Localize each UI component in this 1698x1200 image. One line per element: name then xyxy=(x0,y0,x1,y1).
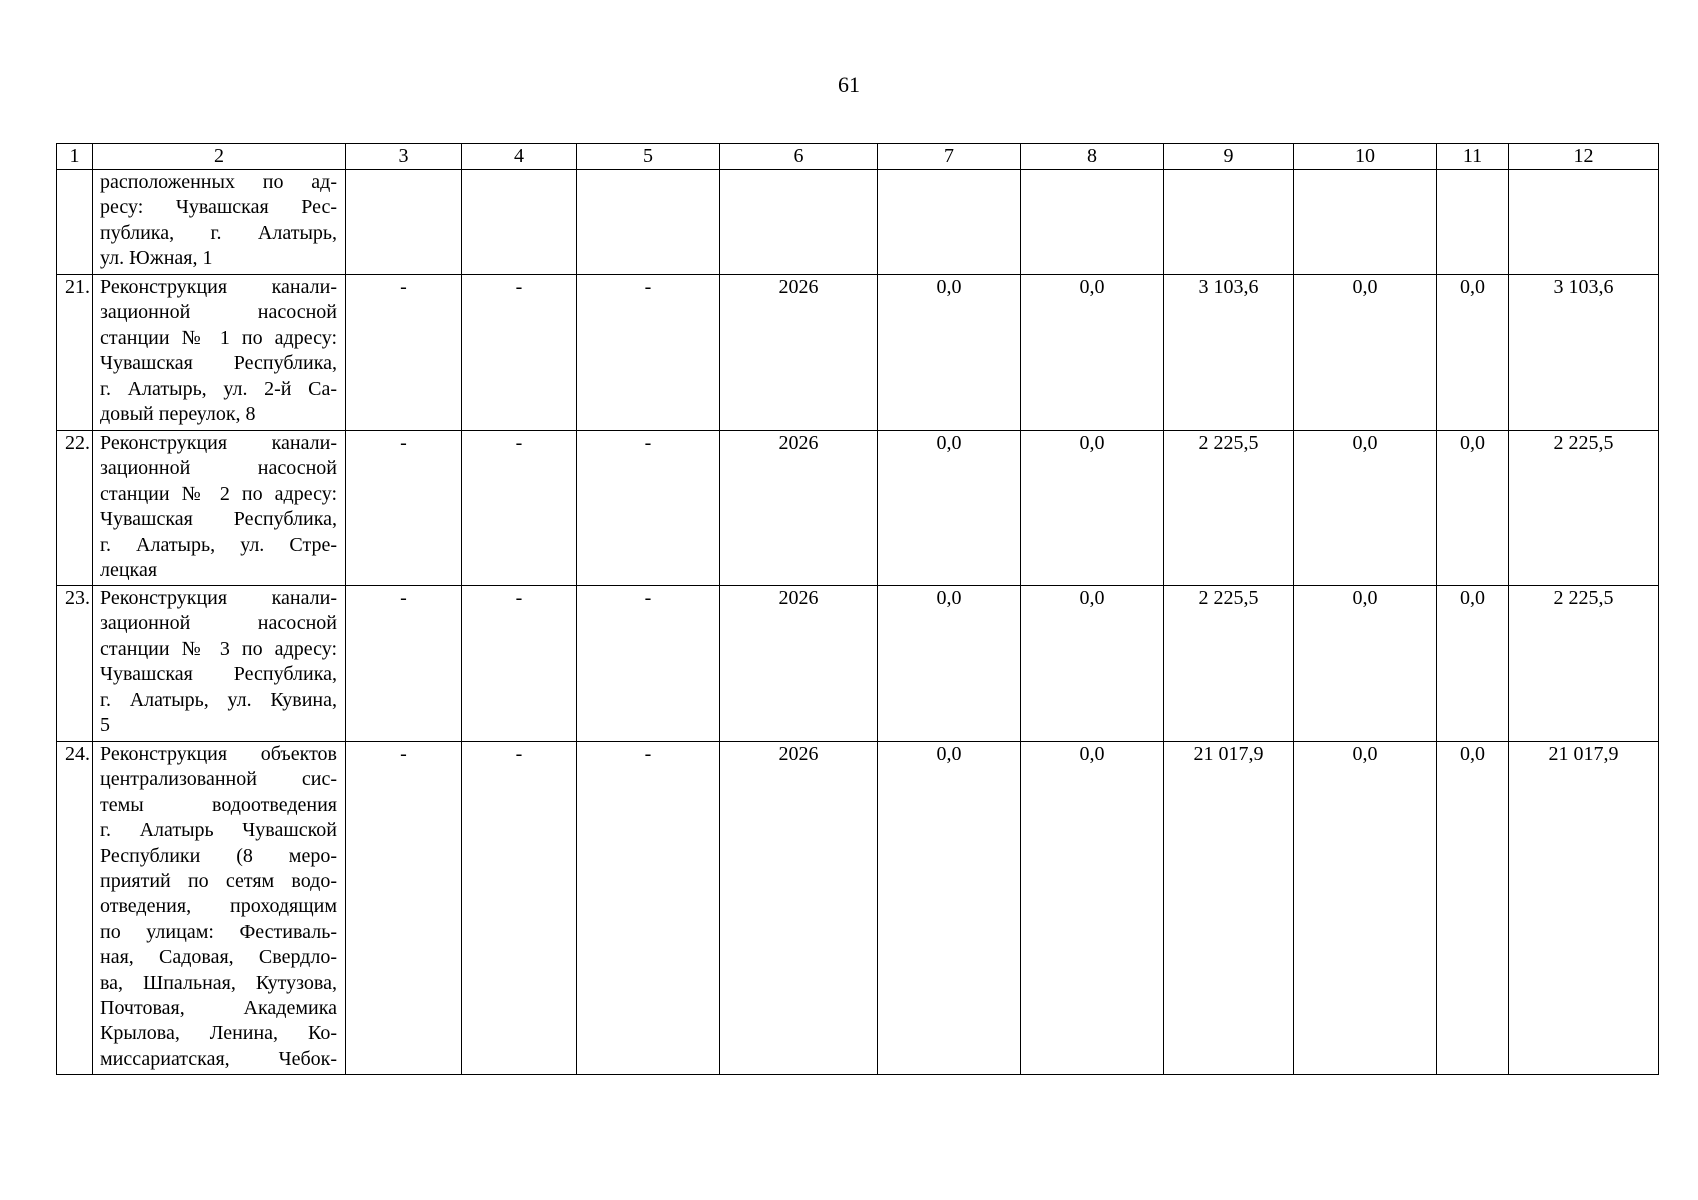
column-number-cell: 2 xyxy=(93,144,346,170)
object-name-cell xyxy=(93,275,346,431)
name-line: по улицам: Фестиваль- xyxy=(100,920,337,943)
investment-table xyxy=(56,143,1659,1075)
column-number-cell: 10 xyxy=(1294,144,1437,170)
value-cell: - xyxy=(462,431,577,586)
value-cell: - xyxy=(462,275,577,431)
continuation-row xyxy=(57,170,1659,275)
value-cell: - xyxy=(346,431,462,586)
value-cell: - xyxy=(346,275,462,431)
empty-cell xyxy=(1294,170,1437,275)
name-line: Чувашская Республика, xyxy=(100,508,337,531)
name-line: Республики (8 меро- xyxy=(100,844,337,867)
name-line: Крылова, Ленина, Ко- xyxy=(100,1022,337,1045)
value-cell: 0,0 xyxy=(1294,431,1437,586)
name-line: Реконструкция объектов xyxy=(100,743,337,765)
column-number-row xyxy=(57,144,1659,170)
table-row xyxy=(57,586,1659,742)
name-line: Реконструкция канали- xyxy=(100,587,337,609)
name-line: станции № 2 по адресу: xyxy=(100,482,337,505)
name-line: лецкая xyxy=(100,559,158,582)
empty-cell xyxy=(878,170,1021,275)
value-cell: 0,0 xyxy=(1294,742,1437,1075)
column-number-cell: 6 xyxy=(720,144,878,170)
value-cell: 0,0 xyxy=(1021,275,1164,431)
column-number-cell: 1 xyxy=(57,144,93,170)
name-line: зационной насосной xyxy=(100,457,337,480)
table-row xyxy=(57,431,1659,586)
object-name-cell xyxy=(93,431,346,586)
name-line: зационной насосной xyxy=(100,612,337,635)
total-cell: 21 017,9 xyxy=(1509,742,1659,1075)
column-number-cell: 11 xyxy=(1437,144,1509,170)
year-cell: 2026 xyxy=(720,586,878,742)
value-cell: - xyxy=(462,742,577,1075)
name-line: довый переулок, 8 xyxy=(100,403,256,426)
total-cell: 2 225,5 xyxy=(1509,586,1659,742)
empty-cell xyxy=(1509,170,1659,275)
column-number-cell: 7 xyxy=(878,144,1021,170)
value-cell: 0,0 xyxy=(1437,742,1509,1075)
value-cell: - xyxy=(577,431,720,586)
name-line: миссариатская, Чебок- xyxy=(100,1047,337,1070)
value-cell: 0,0 xyxy=(878,275,1021,431)
value-cell: 21 017,9 xyxy=(1164,742,1294,1075)
name-line: ресу: Чувашская Рес- xyxy=(100,196,337,219)
name-line: расположенных по ад- xyxy=(100,171,337,193)
empty-cell xyxy=(346,170,462,275)
name-line: станции № 3 по адресу: xyxy=(100,637,337,660)
value-cell: - xyxy=(346,586,462,742)
column-number-cell: 9 xyxy=(1164,144,1294,170)
column-number-cell: 5 xyxy=(577,144,720,170)
row-number-cell: 21. xyxy=(57,275,93,431)
value-cell: - xyxy=(346,742,462,1075)
value-cell: 2 225,5 xyxy=(1164,431,1294,586)
value-cell: 0,0 xyxy=(1437,275,1509,431)
name-line: г. Алатырь, ул. 2-й Са- xyxy=(100,377,337,400)
page-number: 61 xyxy=(838,72,860,97)
value-cell: 0,0 xyxy=(1437,586,1509,742)
object-name-cell xyxy=(93,586,346,742)
value-cell: 0,0 xyxy=(1437,431,1509,586)
column-number-cell: 12 xyxy=(1509,144,1659,170)
value-cell: 0,0 xyxy=(878,742,1021,1075)
name-line: зационной насосной xyxy=(100,301,337,324)
table-row xyxy=(57,275,1659,431)
value-cell: - xyxy=(577,742,720,1075)
value-cell: 0,0 xyxy=(878,431,1021,586)
value-cell: 0,0 xyxy=(878,586,1021,742)
empty-cell xyxy=(1164,170,1294,275)
name-line: г. Алатырь Чувашской xyxy=(100,819,337,842)
name-line: г. Алатырь, ул. Кувина, xyxy=(100,688,337,711)
object-name-cell xyxy=(93,170,346,275)
year-cell: 2026 xyxy=(720,431,878,586)
empty-cell xyxy=(1021,170,1164,275)
row-number-cell: 22. xyxy=(57,431,93,586)
name-line: ная, Садовая, Свердло- xyxy=(100,946,337,969)
name-line: Реконструкция канали- xyxy=(100,276,337,298)
total-cell: 2 225,5 xyxy=(1509,431,1659,586)
name-line: Почтовая, Академика xyxy=(100,997,337,1020)
value-cell: 0,0 xyxy=(1294,586,1437,742)
name-line: г. Алатырь, ул. Стре- xyxy=(100,533,337,556)
value-cell: 0,0 xyxy=(1021,431,1164,586)
name-line: 5 xyxy=(100,714,110,737)
object-name-cell xyxy=(93,742,346,1075)
value-cell: 2 225,5 xyxy=(1164,586,1294,742)
column-number-cell: 3 xyxy=(346,144,462,170)
name-line: Чувашская Республика, xyxy=(100,352,337,375)
name-line: Чувашская Республика, xyxy=(100,663,337,686)
name-line: ва, Шпальная, Кутузова, xyxy=(100,971,337,994)
name-line: отведения, проходящим xyxy=(100,895,337,918)
row-number-cell xyxy=(57,170,93,275)
name-line: Реконструкция канали- xyxy=(100,432,337,454)
name-line: публика, г. Алатырь, xyxy=(100,221,337,244)
value-cell: 0,0 xyxy=(1021,742,1164,1075)
name-line: приятий по сетям водо- xyxy=(100,870,337,893)
name-line: ул. Южная, 1 xyxy=(100,247,213,270)
table-row xyxy=(57,742,1659,1075)
value-cell: 0,0 xyxy=(1021,586,1164,742)
value-cell: - xyxy=(462,586,577,742)
name-line: темы водоотведения xyxy=(100,793,337,816)
name-line: станции № 1 по адресу: xyxy=(100,326,337,349)
total-cell: 3 103,6 xyxy=(1509,275,1659,431)
column-number-cell: 8 xyxy=(1021,144,1164,170)
value-cell: - xyxy=(577,586,720,742)
row-number-cell: 23. xyxy=(57,586,93,742)
column-number-cell: 4 xyxy=(462,144,577,170)
value-cell: 3 103,6 xyxy=(1164,275,1294,431)
empty-cell xyxy=(577,170,720,275)
value-cell: 0,0 xyxy=(1294,275,1437,431)
empty-cell xyxy=(462,170,577,275)
empty-cell xyxy=(720,170,878,275)
name-line: централизованной сис- xyxy=(100,768,337,791)
row-number-cell: 24. xyxy=(57,742,93,1075)
year-cell: 2026 xyxy=(720,742,878,1075)
empty-cell xyxy=(1437,170,1509,275)
value-cell: - xyxy=(577,275,720,431)
year-cell: 2026 xyxy=(720,275,878,431)
